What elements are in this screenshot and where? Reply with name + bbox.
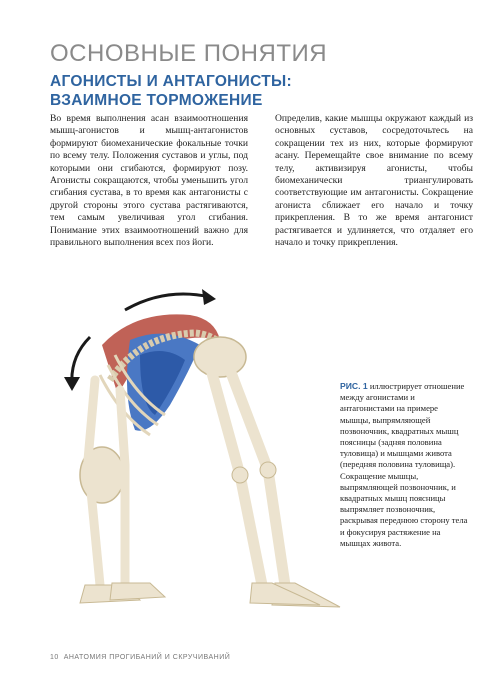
upper-arrow-arc <box>125 294 210 310</box>
backbend-anatomy-illustration <box>40 285 370 655</box>
page-footer <box>50 654 230 661</box>
section-title: ОСНОВНЫЕ ПОНЯТИЯ <box>50 40 328 67</box>
upper-arrowhead <box>202 289 216 305</box>
page-number: 10 <box>50 654 59 661</box>
left-column-text: Во время выполнения асан взаимоотношения мышц-агонистов и мышц-антагонистов формируют биомеханические фокальные точки по всему телу. Положения суставов и углы, под которыми они сгибаются, формируют позу. Агонисты сокращаются, чтобы уменьшить угол сгибания сустава, в то время как антагонисты с другой стороны этого сустава растягиваются, тем самым увеличивая угол сгибания. Понимание этих взаимоотношений важно для правильного выполнения всех поз йоги. <box>50 113 248 249</box>
pelvis <box>194 337 246 377</box>
feet <box>250 583 340 607</box>
article-subtitle <box>50 72 310 110</box>
subtitle-line-1: АГОНИСТЫ И АНТАГОНИСТЫ: <box>50 73 292 90</box>
leg-bones <box>212 370 285 585</box>
subtitle-line-2: ВЗАИМНОЕ ТОРМОЖЕНИЕ <box>50 92 263 109</box>
right-column-text: Определив, какие мышцы окружают каждый из основных суставов, сосредоточьтесь на сокращении тех из них, которые формируют асану. Перемещайте свое внимание по всему телу, активизируя агонисты, чтобы биомеханически триангулировать соответствующие им антагонисты. Сокращение агониста сближает его начало и точку прикрепления. В то же время антагонист растягивается и удлиняется, что отдаляет его начало и точку прикрепления. <box>275 113 473 249</box>
figure-caption-text: иллюстрирует отношение между агонистами и антагонистами на примере мышцы, выпрямляющей позвоночник, квадратных мышц поясницы (задняя половина туловища) и мышцами живота (передняя половина туловища). Сокращение мышцы, выпрямляющей позвоночник, и квадратных мышц поясницы выпрямляет позвоночник, раскрывая переднюю сторону тела и фокусируя растяжение на мышцах живота. <box>340 381 468 548</box>
hands <box>80 583 165 603</box>
figure-caption <box>340 381 468 549</box>
figure-label: РИС. 1 <box>340 381 368 391</box>
running-title: АНАТОМИЯ ПРОГИБАНИЙ И СКРУЧИВАНИЙ <box>63 654 231 661</box>
left-arrowhead <box>64 377 80 391</box>
